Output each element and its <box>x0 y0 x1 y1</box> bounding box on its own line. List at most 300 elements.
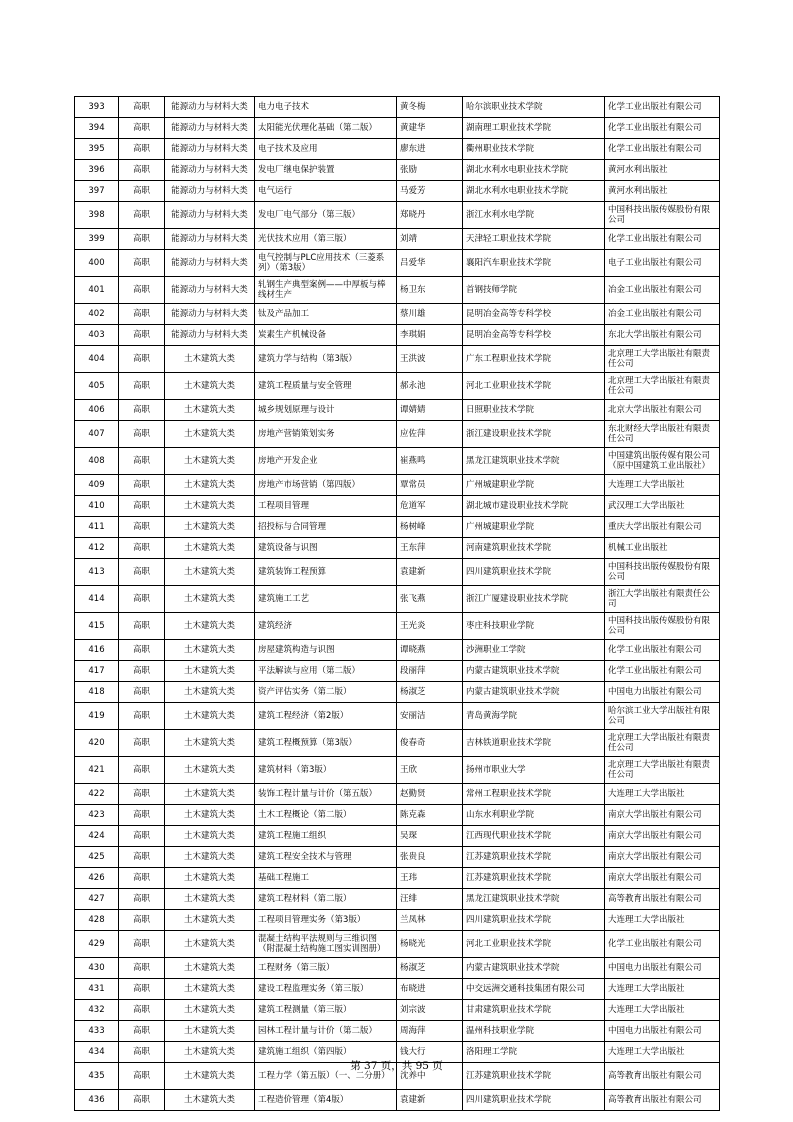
cell-row-number: 433 <box>75 1021 119 1042</box>
table-row <box>75 496 720 517</box>
cell-level: 高职 <box>119 847 165 868</box>
table-row <box>75 160 720 181</box>
cell-level: 高职 <box>119 559 165 586</box>
cell-level: 高职 <box>119 181 165 202</box>
table-body <box>75 97 720 1111</box>
cell-row-number: 407 <box>75 421 119 448</box>
cell-publisher: 浙江大学出版社有限责任公司 <box>605 586 720 613</box>
cell-editor: 王欣 <box>397 757 463 784</box>
cell-category: 土木建筑大类 <box>165 847 255 868</box>
cell-publisher: 大连理工大学出版社 <box>605 1000 720 1021</box>
cell-level: 高职 <box>119 304 165 325</box>
table-row <box>75 931 720 958</box>
cell-school: 甘肃建筑职业技术学院 <box>463 1000 605 1021</box>
cell-publisher: 化学工业出版社有限公司 <box>605 118 720 139</box>
cell-publisher: 南京大学出版社有限公司 <box>605 826 720 847</box>
table-row <box>75 517 720 538</box>
cell-level: 高职 <box>119 910 165 931</box>
cell-editor: 杨树峰 <box>397 517 463 538</box>
cell-level: 高职 <box>119 475 165 496</box>
cell-category: 土木建筑大类 <box>165 475 255 496</box>
cell-book-title: 资产评估实务（第二版） <box>255 682 397 703</box>
cell-school: 哈尔滨职业技术学院 <box>463 97 605 118</box>
cell-level: 高职 <box>119 682 165 703</box>
cell-level: 高职 <box>119 784 165 805</box>
cell-school: 洛阳理工学院 <box>463 1042 605 1063</box>
table-row <box>75 139 720 160</box>
cell-school: 日照职业技术学院 <box>463 400 605 421</box>
cell-editor: 吕爱华 <box>397 250 463 277</box>
cell-row-number: 404 <box>75 346 119 373</box>
cell-row-number: 399 <box>75 229 119 250</box>
cell-editor: 布晓进 <box>397 979 463 1000</box>
cell-book-title: 电子技术及应用 <box>255 139 397 160</box>
cell-publisher: 哈尔滨工业大学出版社有限公司 <box>605 703 720 730</box>
cell-row-number: 406 <box>75 400 119 421</box>
cell-category: 能源动力与材料大类 <box>165 97 255 118</box>
cell-row-number: 393 <box>75 97 119 118</box>
cell-publisher: 中国科技出版传媒股份有限公司 <box>605 613 720 640</box>
cell-book-title: 建筑工程施工组织 <box>255 826 397 847</box>
cell-row-number: 410 <box>75 496 119 517</box>
cell-level: 高职 <box>119 325 165 346</box>
table-row <box>75 346 720 373</box>
cell-publisher: 化学工业出版社有限公司 <box>605 640 720 661</box>
cell-school: 河南建筑职业技术学院 <box>463 538 605 559</box>
table-row <box>75 640 720 661</box>
cell-school: 河北工业职业技术学院 <box>463 931 605 958</box>
cell-level: 高职 <box>119 730 165 757</box>
cell-editor: 兰凤林 <box>397 910 463 931</box>
cell-row-number: 417 <box>75 661 119 682</box>
cell-category: 土木建筑大类 <box>165 958 255 979</box>
cell-category: 能源动力与材料大类 <box>165 160 255 181</box>
cell-category: 能源动力与材料大类 <box>165 118 255 139</box>
cell-book-title: 太阳能光伏理化基础（第二版） <box>255 118 397 139</box>
cell-editor: 崔燕鸣 <box>397 448 463 475</box>
cell-level: 高职 <box>119 1063 165 1090</box>
cell-school: 山东水利职业学院 <box>463 805 605 826</box>
cell-editor: 危道军 <box>397 496 463 517</box>
cell-publisher: 中国科技出版传媒股份有限公司 <box>605 559 720 586</box>
cell-book-title: 建筑工程材料（第二版） <box>255 889 397 910</box>
cell-editor: 赵勤贤 <box>397 784 463 805</box>
cell-publisher: 武汉理工大学出版社 <box>605 496 720 517</box>
cell-publisher: 冶金工业出版社有限公司 <box>605 277 720 304</box>
cell-row-number: 397 <box>75 181 119 202</box>
cell-category: 土木建筑大类 <box>165 730 255 757</box>
cell-editor: 张飞燕 <box>397 586 463 613</box>
cell-school: 昆明冶金高等专科学校 <box>463 304 605 325</box>
cell-row-number: 416 <box>75 640 119 661</box>
table-row <box>75 97 720 118</box>
table-row <box>75 229 720 250</box>
cell-book-title: 招投标与合同管理 <box>255 517 397 538</box>
cell-level: 高职 <box>119 586 165 613</box>
cell-editor: 沈养中 <box>397 1063 463 1090</box>
cell-level: 高职 <box>119 496 165 517</box>
cell-book-title: 房地产营销策划实务 <box>255 421 397 448</box>
cell-editor: 谭晓燕 <box>397 640 463 661</box>
cell-row-number: 411 <box>75 517 119 538</box>
cell-book-title: 建筑工程安全技术与管理 <box>255 847 397 868</box>
cell-editor: 杨晓光 <box>397 931 463 958</box>
cell-book-title: 基础工程施工 <box>255 868 397 889</box>
cell-school: 沙洲职业工学院 <box>463 640 605 661</box>
cell-row-number: 435 <box>75 1063 119 1090</box>
cell-level: 高职 <box>119 826 165 847</box>
cell-category: 土木建筑大类 <box>165 931 255 958</box>
cell-editor: 张贵良 <box>397 847 463 868</box>
cell-school: 湖北水利水电职业技术学院 <box>463 160 605 181</box>
cell-book-title: 发电厂继电保护装置 <box>255 160 397 181</box>
cell-row-number: 431 <box>75 979 119 1000</box>
cell-school: 广东工程职业技术学院 <box>463 346 605 373</box>
cell-editor: 覃常员 <box>397 475 463 496</box>
cell-school: 襄阳汽车职业技术学院 <box>463 250 605 277</box>
cell-publisher: 化学工业出版社有限公司 <box>605 229 720 250</box>
cell-editor: 杨卫东 <box>397 277 463 304</box>
table-row <box>75 304 720 325</box>
cell-book-title: 建筑经济 <box>255 613 397 640</box>
cell-school: 江西现代职业技术学院 <box>463 826 605 847</box>
cell-category: 土木建筑大类 <box>165 1042 255 1063</box>
cell-category: 土木建筑大类 <box>165 613 255 640</box>
cell-category: 土木建筑大类 <box>165 1021 255 1042</box>
table-row <box>75 703 720 730</box>
cell-category: 土木建筑大类 <box>165 910 255 931</box>
cell-editor: 钱大行 <box>397 1042 463 1063</box>
cell-school: 江苏建筑职业技术学院 <box>463 1063 605 1090</box>
cell-level: 高职 <box>119 1000 165 1021</box>
cell-row-number: 421 <box>75 757 119 784</box>
cell-level: 高职 <box>119 202 165 229</box>
cell-category: 土木建筑大类 <box>165 826 255 847</box>
cell-book-title: 建筑施工工艺 <box>255 586 397 613</box>
cell-school: 内蒙古建筑职业技术学院 <box>463 958 605 979</box>
cell-publisher: 北京理工大学出版社有限责任公司 <box>605 730 720 757</box>
cell-publisher: 中国电力出版社有限公司 <box>605 682 720 703</box>
cell-book-title: 光伏技术应用（第三版） <box>255 229 397 250</box>
cell-editor: 吴琛 <box>397 826 463 847</box>
cell-publisher: 化学工业出版社有限公司 <box>605 97 720 118</box>
cell-editor: 王光炎 <box>397 613 463 640</box>
table-row <box>75 448 720 475</box>
table-row <box>75 826 720 847</box>
table-row <box>75 421 720 448</box>
cell-category: 土木建筑大类 <box>165 979 255 1000</box>
cell-book-title: 建筑工程质量与安全管理 <box>255 373 397 400</box>
cell-publisher: 南京大学出版社有限公司 <box>605 847 720 868</box>
cell-book-title: 工程造价管理（第4版） <box>255 1090 397 1111</box>
cell-school: 广州城建职业学院 <box>463 517 605 538</box>
cell-book-title: 钛及产品加工 <box>255 304 397 325</box>
cell-row-number: 394 <box>75 118 119 139</box>
cell-book-title: 炭素生产机械设备 <box>255 325 397 346</box>
table-row <box>75 1021 720 1042</box>
cell-level: 高职 <box>119 97 165 118</box>
cell-row-number: 427 <box>75 889 119 910</box>
cell-category: 土木建筑大类 <box>165 805 255 826</box>
cell-category: 土木建筑大类 <box>165 640 255 661</box>
cell-school: 浙江建设职业技术学院 <box>463 421 605 448</box>
table-row <box>75 730 720 757</box>
cell-publisher: 机械工业出版社 <box>605 538 720 559</box>
cell-editor: 袁建新 <box>397 1090 463 1111</box>
cell-category: 能源动力与材料大类 <box>165 250 255 277</box>
cell-category: 土木建筑大类 <box>165 421 255 448</box>
cell-school: 中交远洲交通科技集团有限公司 <box>463 979 605 1000</box>
cell-school: 四川建筑职业技术学院 <box>463 910 605 931</box>
cell-level: 高职 <box>119 400 165 421</box>
cell-book-title: 电气控制与PLC应用技术（三菱系列）（第3版） <box>255 250 397 277</box>
cell-row-number: 400 <box>75 250 119 277</box>
cell-category: 能源动力与材料大类 <box>165 325 255 346</box>
cell-publisher: 冶金工业出版社有限公司 <box>605 304 720 325</box>
table-row <box>75 958 720 979</box>
cell-book-title: 土木工程概论（第二版） <box>255 805 397 826</box>
cell-level: 高职 <box>119 448 165 475</box>
cell-publisher: 中国科技出版传媒股份有限公司 <box>605 202 720 229</box>
cell-publisher: 北京理工大学出版社有限责任公司 <box>605 346 720 373</box>
table-row <box>75 979 720 1000</box>
cell-book-title: 房屋建筑构造与识图 <box>255 640 397 661</box>
cell-book-title: 城乡规划原理与设计 <box>255 400 397 421</box>
cell-editor: 郑晓丹 <box>397 202 463 229</box>
cell-school: 青岛黄海学院 <box>463 703 605 730</box>
cell-category: 土木建筑大类 <box>165 703 255 730</box>
cell-book-title: 电力电子技术 <box>255 97 397 118</box>
cell-school: 内蒙古建筑职业技术学院 <box>463 661 605 682</box>
table-row <box>75 757 720 784</box>
cell-category: 土木建筑大类 <box>165 517 255 538</box>
cell-row-number: 424 <box>75 826 119 847</box>
cell-school: 河北工业职业技术学院 <box>463 373 605 400</box>
cell-school: 衢州职业技术学院 <box>463 139 605 160</box>
cell-category: 土木建筑大类 <box>165 1000 255 1021</box>
table-row <box>75 805 720 826</box>
cell-editor: 袁建新 <box>397 559 463 586</box>
cell-category: 土木建筑大类 <box>165 538 255 559</box>
cell-editor: 刘宗波 <box>397 1000 463 1021</box>
cell-school: 浙江广厦建设职业技术学院 <box>463 586 605 613</box>
cell-row-number: 434 <box>75 1042 119 1063</box>
cell-category: 能源动力与材料大类 <box>165 139 255 160</box>
cell-row-number: 415 <box>75 613 119 640</box>
cell-publisher: 重庆大学出版社有限公司 <box>605 517 720 538</box>
cell-level: 高职 <box>119 889 165 910</box>
cell-editor: 应佐萍 <box>397 421 463 448</box>
cell-book-title: 工程财务（第三版） <box>255 958 397 979</box>
cell-book-title: 房地产市场营销（第四版） <box>255 475 397 496</box>
cell-category: 土木建筑大类 <box>165 559 255 586</box>
table-row <box>75 910 720 931</box>
cell-school: 湖北水利水电职业技术学院 <box>463 181 605 202</box>
cell-book-title: 建筑工程测量（第三版） <box>255 1000 397 1021</box>
cell-school: 四川建筑职业技术学院 <box>463 559 605 586</box>
cell-school: 天津轻工职业技术学院 <box>463 229 605 250</box>
cell-row-number: 426 <box>75 868 119 889</box>
cell-editor: 黄冬梅 <box>397 97 463 118</box>
cell-editor: 张励 <box>397 160 463 181</box>
cell-row-number: 432 <box>75 1000 119 1021</box>
table-row <box>75 475 720 496</box>
cell-row-number: 405 <box>75 373 119 400</box>
table-row <box>75 661 720 682</box>
cell-publisher: 中国电力出版社有限公司 <box>605 958 720 979</box>
cell-editor: 王洪波 <box>397 346 463 373</box>
cell-school: 常州工程职业技术学院 <box>463 784 605 805</box>
table-row <box>75 400 720 421</box>
cell-category: 土木建筑大类 <box>165 1063 255 1090</box>
cell-book-title: 建筑材料（第3版） <box>255 757 397 784</box>
cell-row-number: 408 <box>75 448 119 475</box>
table-row <box>75 250 720 277</box>
cell-school: 温州科技职业学院 <box>463 1021 605 1042</box>
cell-publisher: 大连理工大学出版社 <box>605 475 720 496</box>
cell-row-number: 418 <box>75 682 119 703</box>
cell-school: 昆明冶金高等专科学校 <box>463 325 605 346</box>
cell-row-number: 398 <box>75 202 119 229</box>
cell-publisher: 北京理工大学出版社有限责任公司 <box>605 373 720 400</box>
cell-school: 湖北城市建设职业技术学院 <box>463 496 605 517</box>
cell-category: 土木建筑大类 <box>165 784 255 805</box>
cell-level: 高职 <box>119 118 165 139</box>
cell-editor: 黄建华 <box>397 118 463 139</box>
cell-category: 土木建筑大类 <box>165 346 255 373</box>
table-row <box>75 847 720 868</box>
table-row <box>75 868 720 889</box>
cell-level: 高职 <box>119 805 165 826</box>
cell-level: 高职 <box>119 931 165 958</box>
cell-school: 内蒙古建筑职业技术学院 <box>463 682 605 703</box>
cell-publisher: 南京大学出版社有限公司 <box>605 805 720 826</box>
cell-school: 黑龙江建筑职业技术学院 <box>463 448 605 475</box>
cell-book-title: 建筑工程概预算（第3版） <box>255 730 397 757</box>
cell-category: 土木建筑大类 <box>165 889 255 910</box>
cell-book-title: 建筑装饰工程预算 <box>255 559 397 586</box>
cell-level: 高职 <box>119 757 165 784</box>
cell-category: 土木建筑大类 <box>165 496 255 517</box>
cell-level: 高职 <box>119 160 165 181</box>
cell-category: 土木建筑大类 <box>165 400 255 421</box>
cell-publisher: 化学工业出版社有限公司 <box>605 139 720 160</box>
cell-book-title: 工程力学（第五版）（一、二分册） <box>255 1063 397 1090</box>
cell-book-title: 平法解读与应用（第二版） <box>255 661 397 682</box>
cell-level: 高职 <box>119 250 165 277</box>
cell-publisher: 东北财经大学出版社有限责任公司 <box>605 421 720 448</box>
cell-book-title: 建筑设备与识图 <box>255 538 397 559</box>
cell-editor: 陈克森 <box>397 805 463 826</box>
cell-publisher: 化学工业出版社有限公司 <box>605 661 720 682</box>
cell-row-number: 425 <box>75 847 119 868</box>
cell-book-title: 发电厂电气部分（第三版） <box>255 202 397 229</box>
cell-category: 土木建筑大类 <box>165 448 255 475</box>
cell-editor: 李琪娟 <box>397 325 463 346</box>
cell-category: 土木建筑大类 <box>165 1090 255 1111</box>
cell-publisher: 北京大学出版社有限公司 <box>605 400 720 421</box>
table-row <box>75 202 720 229</box>
textbook-list-table <box>74 96 720 1111</box>
cell-editor: 杨淑芝 <box>397 682 463 703</box>
cell-level: 高职 <box>119 421 165 448</box>
table-row <box>75 559 720 586</box>
cell-publisher: 高等教育出版社有限公司 <box>605 1063 720 1090</box>
cell-school: 首钢技师学院 <box>463 277 605 304</box>
cell-editor: 杨淑芝 <box>397 958 463 979</box>
cell-book-title: 装饰工程计量与计价（第五版） <box>255 784 397 805</box>
cell-book-title: 工程项目管理 <box>255 496 397 517</box>
cell-book-title: 建筑施工组织（第四版） <box>255 1042 397 1063</box>
cell-level: 高职 <box>119 229 165 250</box>
table-row <box>75 1000 720 1021</box>
cell-editor: 周海萍 <box>397 1021 463 1042</box>
cell-category: 能源动力与材料大类 <box>165 202 255 229</box>
cell-category: 土木建筑大类 <box>165 682 255 703</box>
cell-publisher: 大连理工大学出版社 <box>605 1042 720 1063</box>
cell-category: 土木建筑大类 <box>165 373 255 400</box>
cell-row-number: 430 <box>75 958 119 979</box>
cell-publisher: 北京理工大学出版社有限责任公司 <box>605 757 720 784</box>
cell-editor: 王玮 <box>397 868 463 889</box>
cell-book-title: 房地产开发企业 <box>255 448 397 475</box>
cell-level: 高职 <box>119 373 165 400</box>
cell-category: 土木建筑大类 <box>165 586 255 613</box>
cell-publisher: 大连理工大学出版社 <box>605 979 720 1000</box>
cell-row-number: 436 <box>75 1090 119 1111</box>
cell-row-number: 396 <box>75 160 119 181</box>
cell-editor: 蔡川雄 <box>397 304 463 325</box>
cell-school: 浙江水利水电学院 <box>463 202 605 229</box>
cell-level: 高职 <box>119 277 165 304</box>
cell-level: 高职 <box>119 868 165 889</box>
cell-row-number: 412 <box>75 538 119 559</box>
cell-school: 黑龙江建筑职业技术学院 <box>463 889 605 910</box>
table-row <box>75 325 720 346</box>
cell-row-number: 429 <box>75 931 119 958</box>
cell-category: 土木建筑大类 <box>165 661 255 682</box>
cell-row-number: 403 <box>75 325 119 346</box>
cell-editor: 刘靖 <box>397 229 463 250</box>
cell-editor: 郝永池 <box>397 373 463 400</box>
cell-publisher: 南京大学出版社有限公司 <box>605 868 720 889</box>
cell-level: 高职 <box>119 346 165 373</box>
cell-level: 高职 <box>119 1042 165 1063</box>
table-row <box>75 277 720 304</box>
cell-row-number: 422 <box>75 784 119 805</box>
cell-book-title: 工程项目管理实务（第3版） <box>255 910 397 931</box>
cell-row-number: 420 <box>75 730 119 757</box>
cell-book-title: 建筑工程经济（第2版） <box>255 703 397 730</box>
cell-school: 四川建筑职业技术学院 <box>463 1090 605 1111</box>
table-row <box>75 586 720 613</box>
cell-level: 高职 <box>119 979 165 1000</box>
table-row <box>75 613 720 640</box>
cell-book-title: 建设工程监理实务（第三版） <box>255 979 397 1000</box>
table-row <box>75 1090 720 1111</box>
cell-level: 高职 <box>119 139 165 160</box>
cell-row-number: 401 <box>75 277 119 304</box>
cell-category: 能源动力与材料大类 <box>165 304 255 325</box>
cell-row-number: 428 <box>75 910 119 931</box>
cell-row-number: 413 <box>75 559 119 586</box>
cell-editor: 段丽萍 <box>397 661 463 682</box>
cell-row-number: 402 <box>75 304 119 325</box>
cell-publisher: 东北大学出版社有限公司 <box>605 325 720 346</box>
cell-row-number: 409 <box>75 475 119 496</box>
table-row <box>75 373 720 400</box>
cell-row-number: 423 <box>75 805 119 826</box>
